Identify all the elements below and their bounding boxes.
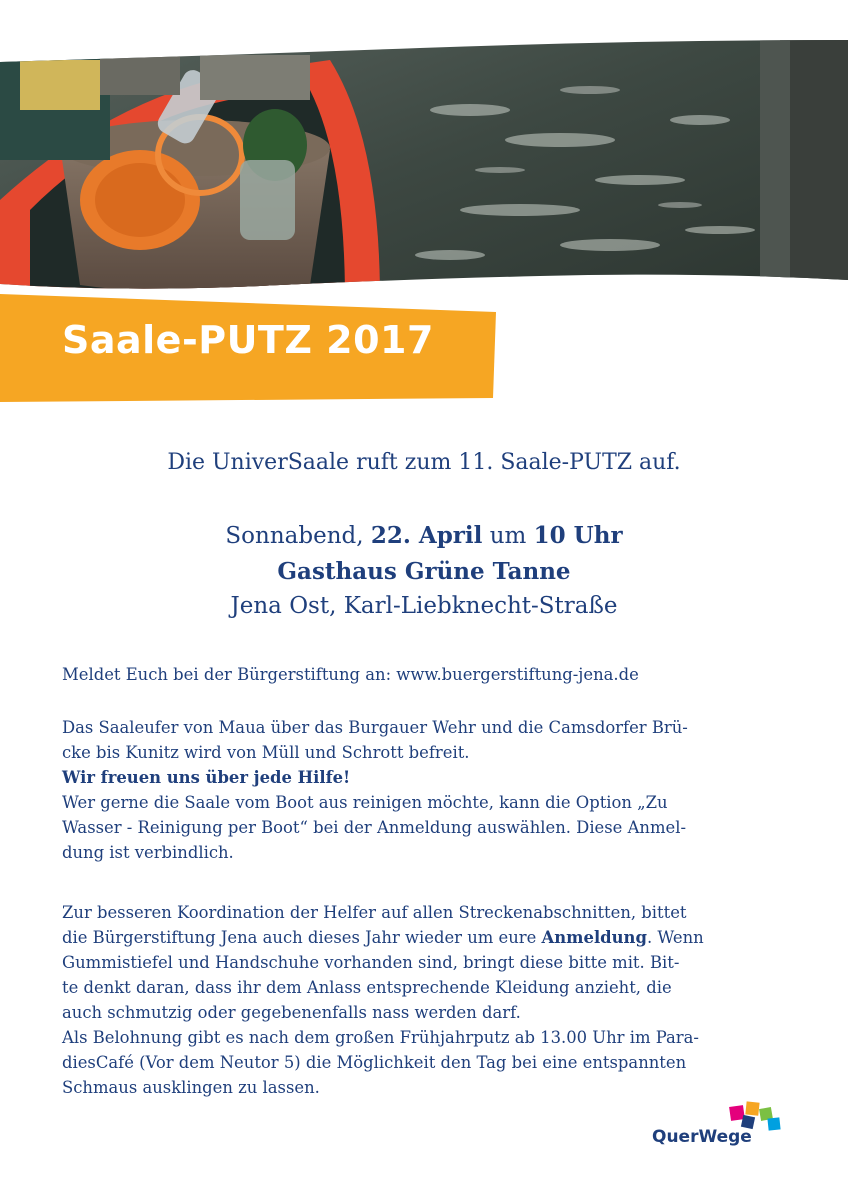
intro-text: Die UniverSaale ruft zum 11. Saale-PUTZ auf. <box>167 450 681 475</box>
logo-square <box>767 1117 780 1130</box>
registration-text <box>62 662 737 687</box>
date-prefix: Sonnabend, <box>225 523 364 549</box>
text-line: te denkt daran, dass ihr dem Anlass entsprechende Kleidung anzieht, die <box>62 978 672 997</box>
text-segment: . Wenn <box>646 928 704 947</box>
header-photo <box>0 0 848 320</box>
text-line: Als Belohnung gibt es nach dem großen Frühjahrputz ab 13.00 Uhr im Para- <box>62 1028 699 1047</box>
logo-square <box>729 1105 745 1121</box>
text-line: Schmaus ausklingen zu lassen. <box>62 1078 320 1097</box>
logo-text: QuerWege <box>652 1127 752 1147</box>
page-title: Saale-PUTZ 2017 <box>62 318 434 362</box>
event-time: 10 Uhr <box>533 522 623 549</box>
event-date-line <box>0 522 848 549</box>
event-date: 22. April <box>370 522 483 549</box>
text-line: cke bis Kunitz wird von Müll und Schrott befreit. <box>62 743 470 762</box>
text-line: diesCafé (Vor dem Neutor 5) die Möglichkeit den Tag bei eine entspannten <box>62 1053 687 1072</box>
text-line: Wer gerne die Saale vom Boot aus reinigen möchte, kann die Option „Zu <box>62 793 668 812</box>
text-line: Gummistiefel und Handschuhe vorhanden sind, bringt diese bitte mit. Bit- <box>62 953 680 972</box>
event-venue: Gasthaus Grüne Tanne <box>277 558 571 585</box>
text-line-with-bold <box>62 925 737 950</box>
text-line: Wasser - Reinigung per Boot“ bei der Anmeldung auswählen. Diese Anmel- <box>62 818 686 837</box>
date-middle: um <box>489 523 527 549</box>
paragraph-cleanup <box>62 715 737 865</box>
text-line: dung ist verbindlich. <box>62 843 234 862</box>
text-line: Zur besseren Koordination der Helfer auf allen Streckenabschnitten, bittet <box>62 903 687 922</box>
text-line: auch schmutzig oder gegebenenfalls nass werden darf. <box>62 1003 521 1022</box>
paragraph-coordination <box>62 900 737 1100</box>
registration-line: Meldet Euch bei der Bürgerstiftung an: www.buergerstiftung-jena.de <box>62 665 639 684</box>
highlight-line: Wir freuen uns über jede Hilfe! <box>62 768 351 787</box>
bold-segment: Anmeldung <box>541 928 647 947</box>
text-segment: die Bürgerstiftung Jena auch dieses Jahr wieder um eure <box>62 928 537 947</box>
text-line: Das Saaleufer von Maua über das Burgauer Wehr und die Camsdorfer Brü- <box>62 718 688 737</box>
logo-square <box>745 1101 759 1115</box>
event-address: Jena Ost, Karl-Liebknecht-Straße <box>230 593 618 619</box>
